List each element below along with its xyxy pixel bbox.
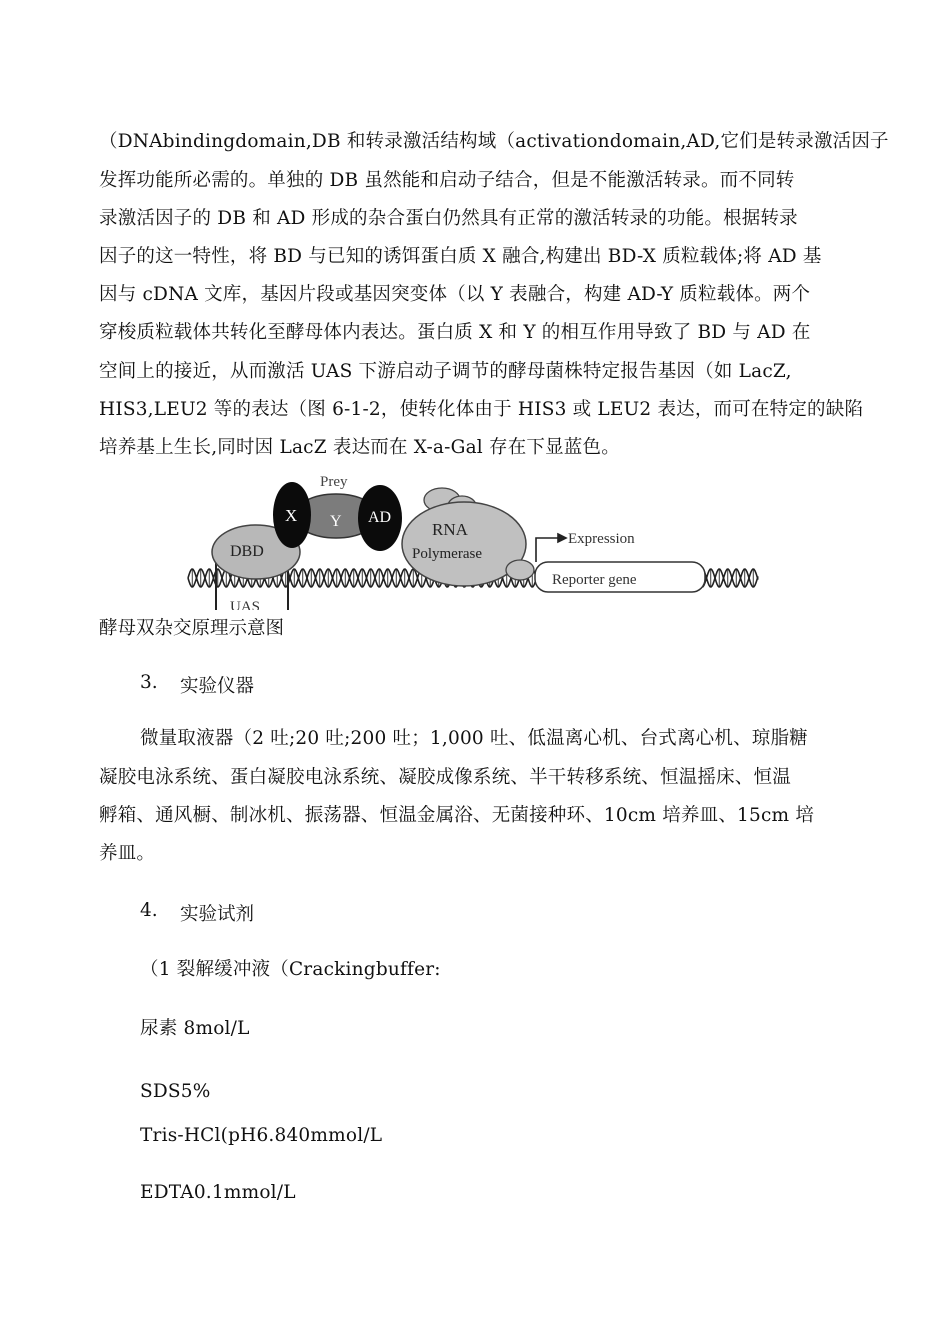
paragraph-line: 因子的这一特性，将 BD 与已知的诱饵蛋白质 X 融合,构建出 BD-X 质粒载体;将 AD 基 [99, 246, 822, 267]
paragraph-line: （DNAbindingdomain,DB 和转录激活结构域（activationdomain,AD,它们是转录激活因子 [99, 131, 889, 152]
reagent-item: 尿素 8mol/L [140, 1018, 250, 1039]
paragraph-line: 发挥功能所必需的。单独的 DB 虽然能和启动子结合，但是不能激活转录。而不同转 [99, 170, 795, 191]
paragraph-line: 穿梭质粒载体共转化至酵母体内表达。蛋白质 X 和 Y 的相互作用导致了 BD 与 AD 在 [99, 322, 811, 343]
section-number: 4. [140, 900, 158, 921]
section-number: 3. [140, 672, 158, 693]
reporter-gene-label: Reporter gene [552, 572, 637, 588]
reagent-item: EDTA0.1mmol/L [140, 1182, 296, 1203]
reagent-item: SDS5% [140, 1081, 211, 1102]
uas-label: UAS [230, 599, 261, 610]
section-title: 实验试剂 [180, 904, 255, 925]
paragraph-line: 录激活因子的 DB 和 AD 形成的杂合蛋白仍然具有正常的激活转录的功能。根据转录 [99, 208, 798, 229]
polymerase-label: Polymerase [412, 546, 482, 562]
paragraph-line: 微量取液器（2 吐;20 吐;200 吐；1,000 吐、低温离心机、台式离心机、琼脂糖 [140, 728, 808, 749]
paragraph-line: 空间上的接近，从而激活 UAS 下游启动子调节的酵母菌株特定报告基因（如 LacZ, [99, 361, 792, 382]
paragraph-line: HIS3,LEU2 等的表达（图 6-1-2，使转化体由于 HIS3 或 LEU2 表达，而可在特定的缺陷 [99, 399, 864, 420]
section-title: 实验仪器 [180, 676, 255, 697]
paragraph-line: 培养基上生长,同时因 LacZ 表达而在 X-a-Gal 存在下显蓝色。 [99, 437, 620, 458]
expression-label: Expression [568, 531, 635, 547]
yeast-two-hybrid-diagram [180, 470, 770, 610]
prey-label: Prey [320, 474, 348, 490]
rna-label: RNA [432, 520, 468, 539]
paragraph-line: 养皿。 [99, 843, 156, 864]
expression-arrow [536, 534, 566, 562]
paragraph-line: 孵箱、通风橱、制冰机、振荡器、恒温金属浴、无菌接种环、10cm 培养皿、15cm 培 [99, 805, 815, 826]
paragraph-line: 凝胶电泳系统、蛋白凝胶电泳系统、凝胶成像系统、半干转移系统、恒温摇床、恒温 [99, 767, 791, 788]
reagent-heading: （1 裂解缓冲液（Crackingbuffer: [140, 959, 441, 980]
y-label: Y [330, 513, 342, 530]
x-label: X [285, 506, 298, 525]
figure-caption: 酵母双杂交原理示意图 [99, 618, 285, 639]
rna-polymerase [402, 488, 534, 586]
paragraph-line: 因与 cDNA 文库，基因片段或基因突变体（以 Y 表融合，构建 AD-Y 质粒载体。两个 [99, 284, 811, 305]
ad-label: AD [368, 509, 392, 526]
dbd-label: DBD [230, 543, 264, 560]
reagent-item: Tris-HCl(pH6.840mmol/L [140, 1125, 383, 1146]
